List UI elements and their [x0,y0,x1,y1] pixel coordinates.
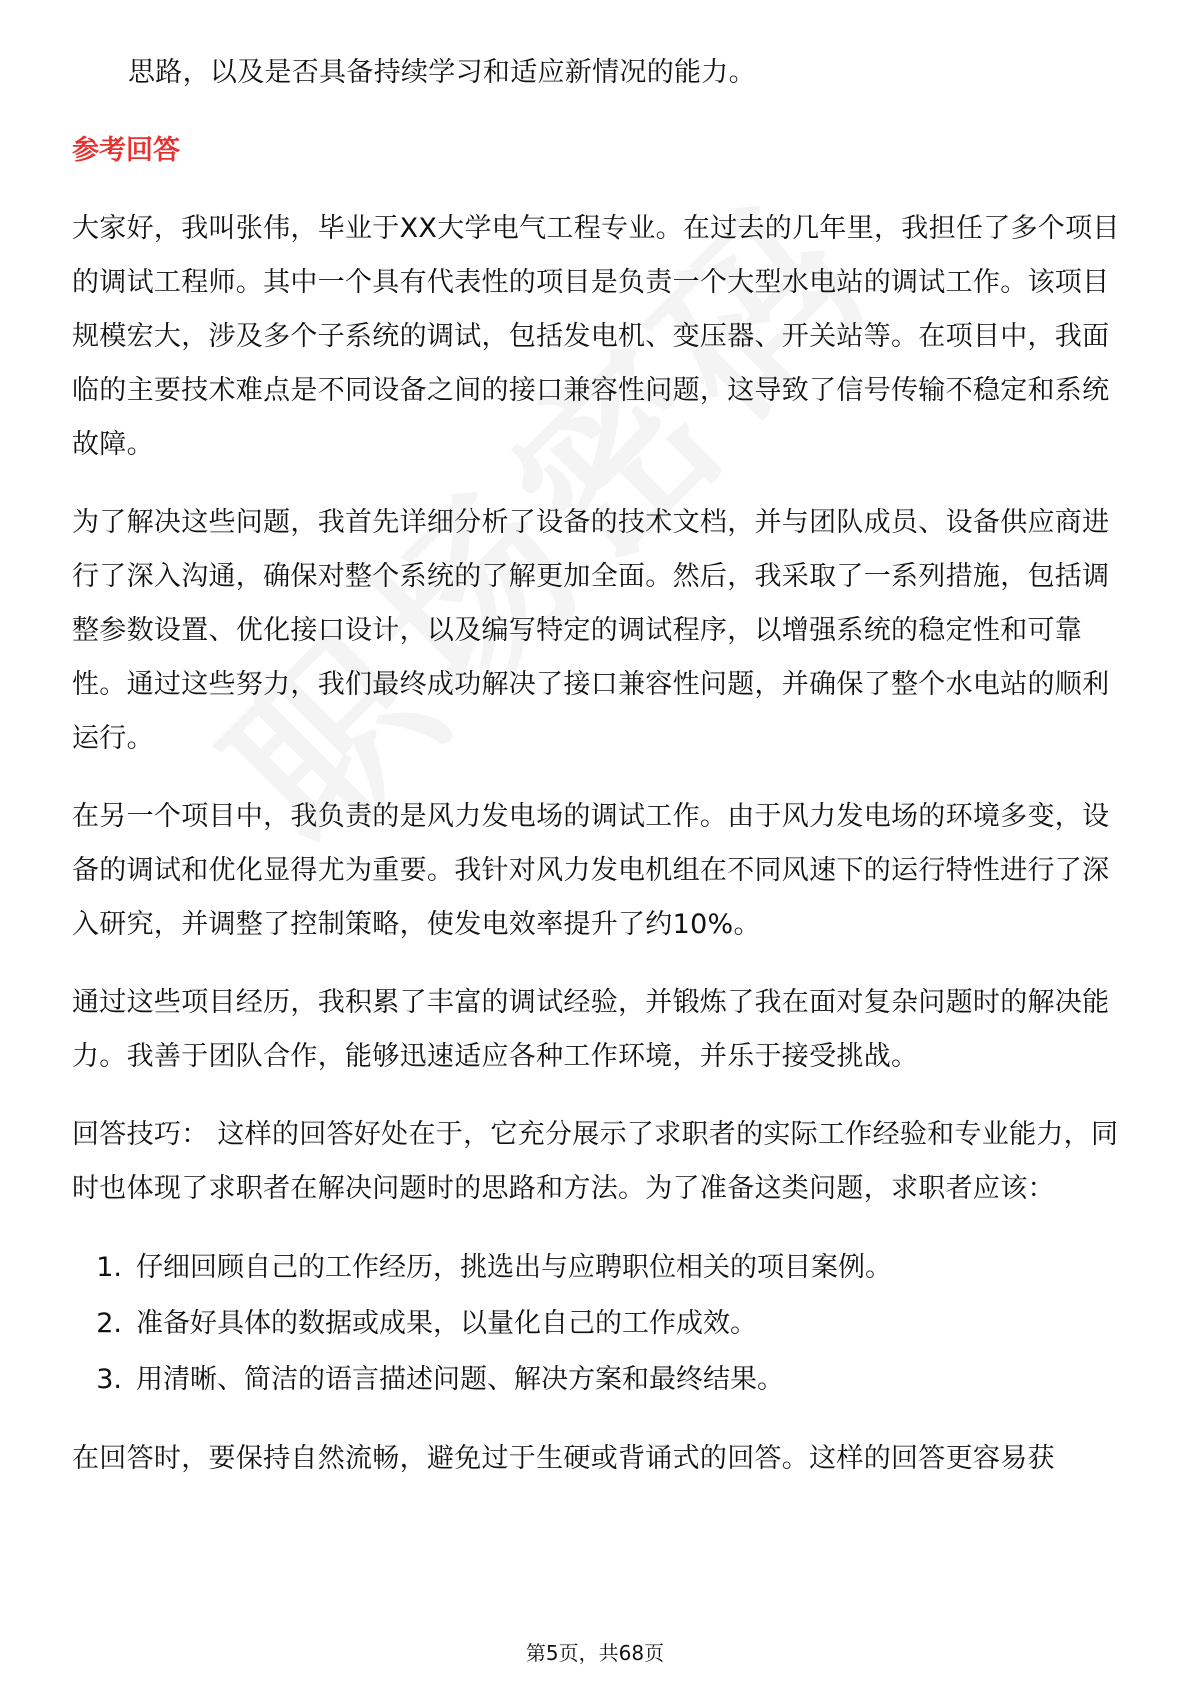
list-item-text: 准备好具体的数据或成果，以量化自己的工作成效。 [136,1308,757,1339]
answer-paragraph-1: 大家好，我叫张伟，毕业于XX大学电气工程专业。在过去的几年里，我担任了多个项目的调试工程师。其中一个具有代表性的项目是负责一个大型水电站的调试工作。该项目规模宏大，涉及多个子系统的调试，包括发电机、变压器、开关站等。在项目中，我面临的主要技术难点是不同设备之间的接口兼容性问题，这导致了信号传输不稳定和系统故障。 [72,213,1120,460]
answer-paragraph-2: 为了解决这些问题，我首先详细分析了设备的技术文档，并与团队成员、设备供应商进行了深入沟通，确保对整个系统的了解更加全面。然后，我采取了一系列措施，包括调整参数设置、优化接口设计，以及编写特定的调试程序，以增强系统的稳定性和可靠性。通过这些努力，我们最终成功解决了接口兼容性问题，并确保了整个水电站的顺利运行。 [72,507,1110,754]
document-body [72,46,1122,1486]
reference-answer-heading: 参考回答 [72,135,180,166]
list-item-text: 用清晰、简洁的语言描述问题、解决方案和最终结果。 [136,1364,784,1395]
answer-paragraph-4: 通过这些项目经历，我积累了丰富的调试经验，并锻炼了我在面对复杂问题时的解决能力。我善于团队合作，能够迅速适应各种工作环境，并乐于接受挑战。 [72,987,1110,1072]
closing-paragraph: 在回答时，要保持自然流畅，避免过于生硬或背诵式的回答。这样的回答更容易获 [72,1443,1055,1474]
page-number-footer: 第5页，共68页 [525,1641,665,1665]
intro-tail-paragraph: 思路，以及是否具备持续学习和适应新情况的能力。 [128,57,756,88]
answer-tips-paragraph: 回答技巧： 这样的回答好处在于，它充分展示了求职者的实际工作经验和专业能力，同时也体现了求职者在解决问题时的思路和方法。为了准备这类问题，求职者应该： [72,1119,1119,1204]
list-item [72,1296,1122,1352]
answer-paragraph-3: 在另一个项目中，我负责的是风力发电场的调试工作。由于风力发电场的环境多变，设备的调试和优化显得尤为重要。我针对风力发电机组在不同风速下的运行特性进行了深入研究，并调整了控制策略，使发电效率提升了约10%。 [72,801,1110,940]
list-item-number: 2. [96,1308,122,1339]
list-item [72,1240,1122,1296]
list-item [72,1352,1122,1408]
list-item-text: 仔细回顾自己的工作经历，挑选出与应聘职位相关的项目案例。 [136,1252,892,1283]
tips-list [72,1240,1122,1408]
list-item-number: 1. [96,1252,122,1283]
list-item-number: 3. [96,1364,122,1395]
